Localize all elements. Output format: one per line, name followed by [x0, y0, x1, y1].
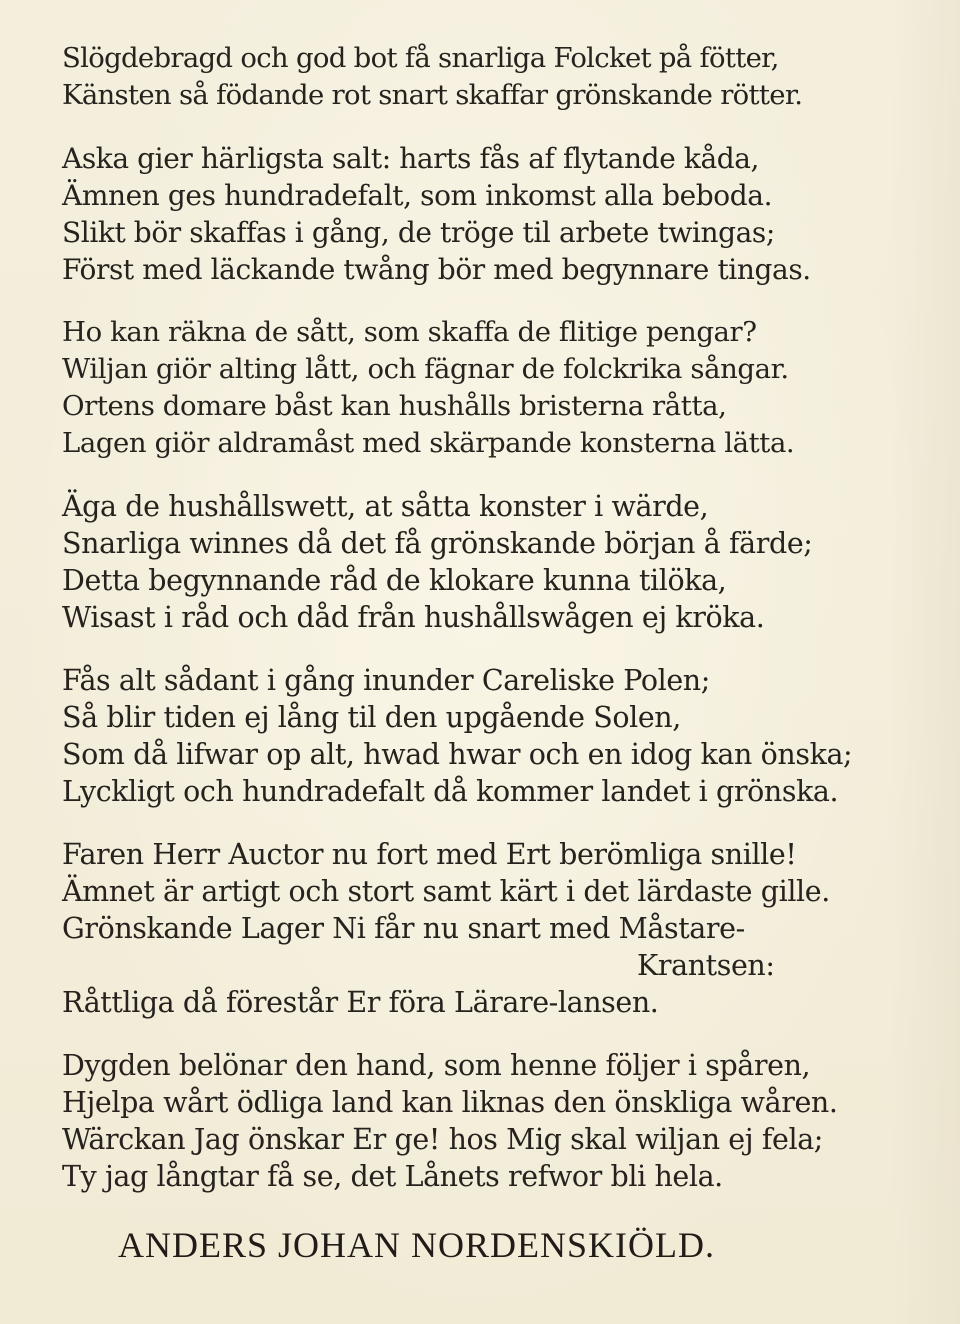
verse-line: Känsten så födande rot snart skaffar grönskande rötter. — [62, 79, 803, 111]
stanza-1 — [62, 40, 922, 114]
verse-line: Råttliga då förestår Er föra Lärare-lansen. — [62, 986, 659, 1019]
verse-line: Grönskande Lager Ni får nu snart med Måstare- — [62, 912, 745, 945]
verse-line: Faren Herr Auctor nu fort med Ert berömliga snille! — [62, 838, 797, 871]
verse-line: Ämnet är artigt och stort samt kärt i det lärdaste gille. — [62, 875, 830, 908]
verse-line: Wisast i råd och dåd från hushållswågen ej kröka. — [62, 601, 765, 634]
stanza-2 — [62, 140, 922, 288]
verse-line: Aska gier härligsta salt: harts fås af flytande kåda, — [62, 142, 760, 175]
verse-line: Äga de hushållswett, at såtta konster i wärde, — [62, 490, 709, 523]
verse-line: Slögdebragd och god bot få snarliga Folcket på fötter, — [62, 42, 779, 74]
stanza-6 — [62, 836, 922, 1021]
verse-line: Först med läckande twång bör med begynnare tingas. — [62, 253, 811, 286]
author-signature: ANDERS JOHAN NORDENSKIÖLD. — [118, 1225, 716, 1265]
verse-line: Fås alt sådant i gång inunder Careliske Polen; — [62, 664, 710, 697]
verse-line: Så blir tiden ej lång til den upgående Solen, — [62, 701, 681, 734]
verse-line: Ty jag långtar få se, det Lånets refwor bli hela. — [62, 1160, 723, 1193]
verse-line: Dygden belönar den hand, som henne följer i spåren, — [62, 1049, 811, 1082]
stanza-7 — [62, 1047, 922, 1195]
verse-line: Ho kan räkna de sått, som skaffa de flitige pengar? — [62, 316, 757, 348]
verse-line: Som då lifwar op alt, hwad hwar och en idog kan önska; — [62, 738, 853, 771]
verse-line: Wärckan Jag önskar Er ge! hos Mig skal wiljan ej fela; — [62, 1123, 823, 1156]
verse-line: Ämnen ges hundradefalt, som inkomst alla beboda. — [62, 179, 773, 212]
poem-text — [62, 40, 922, 1269]
stanza-4 — [62, 488, 922, 636]
verse-line: Lyckligt och hundradefalt då kommer landet i grönska. — [62, 775, 839, 808]
stanza-3 — [62, 314, 922, 462]
verse-line: Lagen giör aldramåst med skärpande konsterna lätta. — [62, 427, 795, 459]
verse-continuation: Krantsen: — [637, 949, 775, 982]
verse-line: Slikt bör skaffas i gång, de tröge til arbete twingas; — [62, 216, 775, 249]
verse-line: Ortens domare båst kan hushålls bristerna råtta, — [62, 390, 727, 422]
verse-line: Snarliga winnes då det få grönskande början å färde; — [62, 527, 813, 560]
verse-line: Wiljan giör alting lått, och fägnar de folckrika sångar. — [62, 353, 789, 385]
stanza-5 — [62, 662, 922, 810]
verse-line: Detta begynnande råd de klokare kunna tilöka, — [62, 564, 727, 597]
verse-line: Hjelpa wårt ödliga land kan liknas den önskliga wåren. — [62, 1086, 838, 1119]
